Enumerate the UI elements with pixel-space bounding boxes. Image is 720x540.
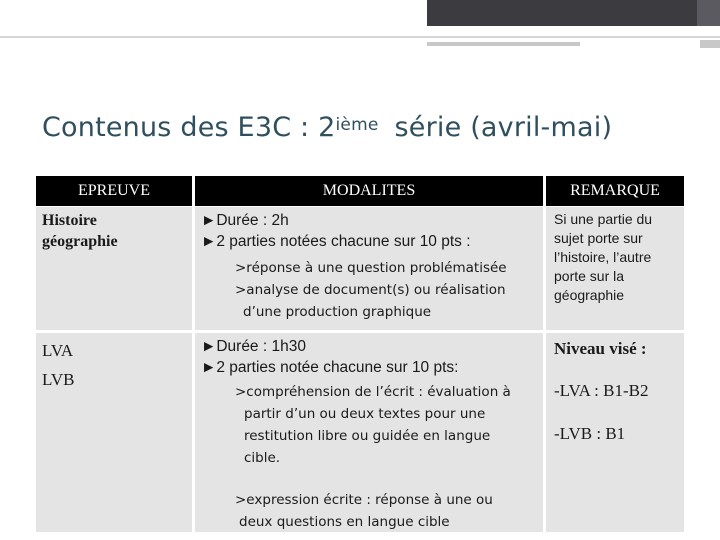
slide-title-rest: série (avril-mai)	[394, 112, 613, 143]
row2-remarque-item1: -LVA : B1-B2	[554, 381, 649, 400]
row2-modalites-sub4: cible.	[244, 450, 281, 466]
row1-modalites-cell	[195, 207, 543, 330]
row2-modalites-line1: ►Durée : 1h30	[201, 338, 306, 355]
row2-modalites-sub6: deux questions en langue cible	[239, 514, 450, 530]
content-table	[36, 176, 684, 532]
row1-remarque-line5: géographie	[554, 287, 625, 303]
row2-remarque-title: Niveau visé :	[554, 339, 647, 358]
row1-remarque-line2: sujet porte sur	[554, 230, 643, 246]
slide-title	[42, 112, 612, 143]
row2-remarque-cell	[546, 333, 684, 532]
row2-epreuve-line1: LVA	[42, 341, 74, 360]
decorative-line	[0, 36, 720, 38]
decorative-accent-block	[700, 40, 720, 48]
header-modalites: MODALITES	[195, 176, 543, 206]
row2-remarque-item2: -LVB : B1	[554, 424, 626, 443]
row2-epreuve-line2: LVB	[42, 370, 75, 389]
row1-modalites-line1: ►Durée : 2h	[201, 212, 289, 229]
header-remarque: REMARQUE	[546, 176, 684, 206]
row1-epreuve-line1: Histoire	[42, 212, 97, 229]
decorative-top-bar-end	[697, 0, 720, 26]
decorative-accent-line	[427, 42, 580, 46]
row1-epreuve-cell	[36, 207, 192, 330]
row1-remarque-line4: porte sur la	[554, 268, 625, 284]
row1-modalites-sub3: d’une production graphique	[243, 304, 432, 320]
row2-modalites-cell	[195, 333, 543, 532]
decorative-top-bar	[427, 0, 697, 26]
row1-remarque-line1: Si une partie du	[554, 211, 653, 227]
row2-modalites-sub1: >compréhension de l’écrit : évaluation à	[235, 384, 511, 400]
row2-modalites-sub2: partir d’un ou deux textes pour une	[244, 406, 486, 422]
row2-modalites-line2: ►2 parties notée chacune sur 10 pts:	[201, 359, 459, 376]
header-epreuve: EPREUVE	[36, 176, 192, 206]
row2-modalites-sub3: restitution libre ou guidée en langue	[244, 428, 491, 444]
row2-epreuve-cell	[36, 333, 192, 532]
row1-modalites-sub2: >analyse de document(s) ou réalisation	[235, 282, 506, 298]
row1-epreuve-line2: géographie	[42, 233, 118, 250]
row1-modalites-line2: ►2 parties notées chacune sur 10 pts :	[201, 233, 471, 250]
row1-modalites-sub1: >réponse à une question problématisée	[235, 260, 507, 276]
row1-remarque-cell	[546, 207, 684, 330]
row1-remarque-line3: l’histoire, l’autre	[554, 249, 652, 265]
row2-modalites-sub5: >expression écrite : réponse à une ou	[235, 492, 493, 508]
slide-title-main: Contenus des E3C : 2	[42, 112, 336, 143]
slide-title-superscript: ième	[335, 115, 379, 135]
